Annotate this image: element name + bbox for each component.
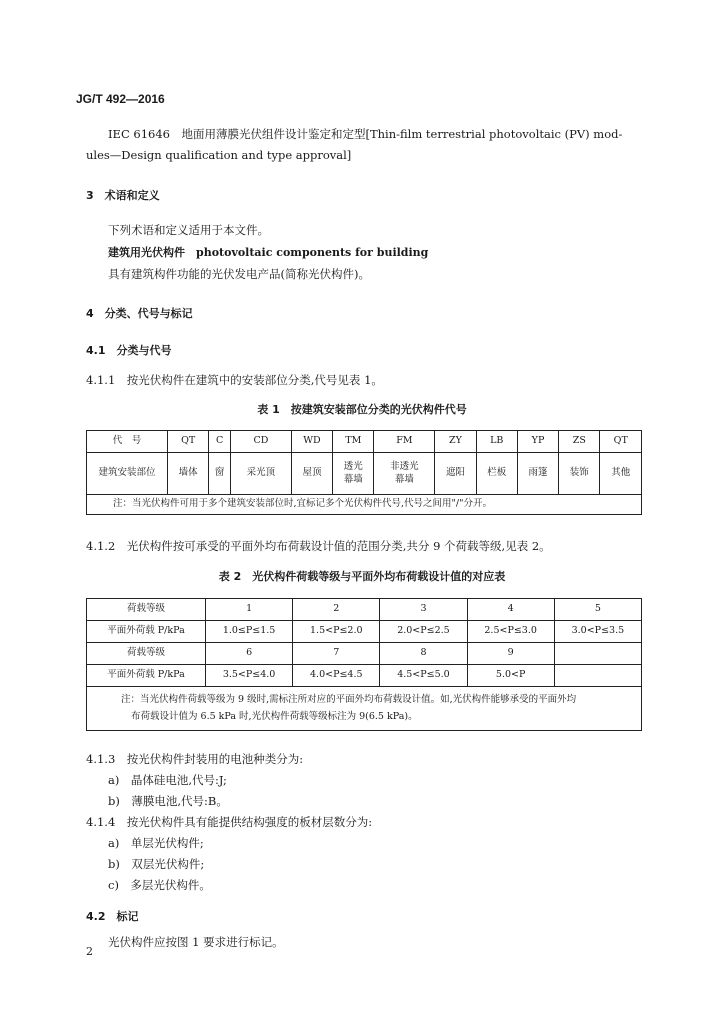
table-1-position-cell xyxy=(291,453,332,495)
table-2-note xyxy=(87,687,642,731)
table-2-load-cell: 5.0<P xyxy=(467,665,554,687)
clause-4-1-3-item-b: b) 薄膜电池,代号:B。 xyxy=(108,794,228,808)
table-2-load-label-2: 平面外荷载 P/kPa xyxy=(87,665,206,687)
term-title: 建筑用光伏构件 photovoltaic components for building xyxy=(108,246,429,259)
table-2-load-cell: 1.0≤P≤1.5 xyxy=(206,621,293,643)
table-1-code-cell: C xyxy=(209,431,231,453)
table-1-position-text: 透光 xyxy=(343,460,363,472)
table-2-empty-cell xyxy=(554,665,641,687)
table-1-note: 注：当光伏构件可用于多个建筑安装部位时,宜标记多个光伏构件代号,代号之间用"/"分开。 xyxy=(87,495,642,515)
table-1-position-text: 采光顶 xyxy=(246,467,276,479)
table-1-position-cell xyxy=(209,453,231,495)
table-1-position-cell xyxy=(333,453,374,495)
table-1-code-row xyxy=(87,431,642,453)
table-2 xyxy=(86,598,642,731)
table-2-grade-label: 荷载等级 xyxy=(87,599,206,621)
table-1-position-head: 建筑安装部位 xyxy=(87,453,168,495)
table-2-grade-cell: 6 xyxy=(206,643,293,665)
table-1-position-text: 雨篷 xyxy=(528,467,548,479)
clause-4-1-3-item-a: a) 晶体硅电池,代号:J; xyxy=(108,773,227,787)
table-1-position-cell xyxy=(230,453,291,495)
section-4-2-heading: 4.2 标记 xyxy=(86,910,139,923)
table-1-code-cell: QT xyxy=(168,431,209,453)
table-2-grade-row-1 xyxy=(87,599,642,621)
table-1-position-text: 非透光 xyxy=(390,460,419,472)
table-1-position-text: 栏板 xyxy=(487,467,507,479)
table-1-position-text: 窗 xyxy=(214,467,225,479)
table-1-position-text: 墙体 xyxy=(178,467,198,479)
clause-4-1-3: 4.1.3 按光伏构件封装用的电池种类分为: xyxy=(86,752,304,766)
clause-4-1-4: 4.1.4 按光伏构件具有能提供结构强度的板材层数分为: xyxy=(86,815,373,829)
table-2-load-cell: 2.5<P≤3.0 xyxy=(467,621,554,643)
table-1-position-cell xyxy=(168,453,209,495)
table-1-code-cell: YP xyxy=(517,431,558,453)
table-2-grade-row-2 xyxy=(87,643,642,665)
table-2-grade-cell: 7 xyxy=(293,643,380,665)
table-1-position-row xyxy=(87,453,642,495)
section-4-2-text: 光伏构件应按图 1 要求进行标记。 xyxy=(108,935,284,949)
table-1-position-text: 幕墙 xyxy=(343,473,363,485)
table-1 xyxy=(86,430,642,515)
section-3-heading: 3 术语和定义 xyxy=(86,189,160,202)
reference-line-2: ules—Design qualification and type approval] xyxy=(86,148,352,162)
table-1-position-text: 其他 xyxy=(611,467,631,479)
clause-4-1-2: 4.1.2 光伏构件按可承受的平面外均布荷载设计值的范围分类,共分 9 个荷载等级,见表 2。 xyxy=(86,539,551,553)
table-2-grade-cell: 5 xyxy=(554,599,641,621)
clause-4-1-1: 4.1.1 按光伏构件在建筑中的安装部位分类,代号见表 1。 xyxy=(86,373,383,387)
table-1-code-cell: TM xyxy=(333,431,374,453)
table-1-code-cell: CD xyxy=(230,431,291,453)
reference-line-1: IEC 61646 地面用薄膜光伏组件设计鉴定和定型[Thin-film terrestrial photovoltaic (PV) mod- xyxy=(108,127,623,141)
table-2-load-cell: 4.5<P≤5.0 xyxy=(380,665,467,687)
standard-code: JG/T 492—2016 xyxy=(76,92,165,106)
table-2-load-row-1 xyxy=(87,621,642,643)
table-1-position-cell xyxy=(600,453,642,495)
table-1-position-cell xyxy=(517,453,558,495)
table-1-code-cell: QT xyxy=(600,431,642,453)
table-1-position-text: 幕墙 xyxy=(394,473,414,485)
table-2-load-cell: 3.5<P≤4.0 xyxy=(206,665,293,687)
table-1-position-cell xyxy=(476,453,517,495)
section-4-1-heading: 4.1 分类与代号 xyxy=(86,344,172,357)
table-2-grade-label-2: 荷载等级 xyxy=(87,643,206,665)
page-number: 2 xyxy=(86,945,93,958)
table-2-grade-cell: 2 xyxy=(293,599,380,621)
table-1-position-text: 遮阳 xyxy=(445,467,465,479)
table-2-load-cell: 3.0<P≤3.5 xyxy=(554,621,641,643)
table-2-grade-cell: 9 xyxy=(467,643,554,665)
table-2-grade-cell: 3 xyxy=(380,599,467,621)
table-1-code-head: 代 号 xyxy=(87,431,168,453)
table-2-grade-cell: 4 xyxy=(467,599,554,621)
table-1-code-cell: ZS xyxy=(559,431,600,453)
table-1-position-text: 屋顶 xyxy=(302,467,322,479)
table-1-code-cell: LB xyxy=(476,431,517,453)
table-2-load-cell: 4.0<P≤4.5 xyxy=(293,665,380,687)
table-2-load-row-2 xyxy=(87,665,642,687)
table-2-load-cell: 1.5<P≤2.0 xyxy=(293,621,380,643)
table-1-position-cell xyxy=(374,453,435,495)
table-2-load-label: 平面外荷载 P/kPa xyxy=(87,621,206,643)
table-1-caption: 表 1 按建筑安装部位分类的光伏构件代号 xyxy=(257,403,467,416)
table-1-position-cell xyxy=(435,453,476,495)
table-2-grade-cell: 1 xyxy=(206,599,293,621)
clause-4-1-4-item-c: c) 多层光伏构件。 xyxy=(108,878,211,892)
table-1-code-cell: WD xyxy=(291,431,332,453)
section-3-intro: 下列术语和定义适用于本文件。 xyxy=(108,223,269,237)
clause-4-1-4-item-b: b) 双层光伏构件; xyxy=(108,857,205,871)
table-2-empty-cell xyxy=(554,643,641,665)
table-1-code-cell: ZY xyxy=(435,431,476,453)
table-2-grade-cell: 8 xyxy=(380,643,467,665)
clause-4-1-4-item-a: a) 单层光伏构件; xyxy=(108,836,204,850)
table-2-caption: 表 2 光伏构件荷载等级与平面外均布荷载设计值的对应表 xyxy=(218,570,506,583)
table-2-load-cell: 2.0<P≤2.5 xyxy=(380,621,467,643)
table-2-note-line-1: 注：当光伏构件荷载等级为 9 级时,需标注所对应的平面外均布荷载设计值。如,光伏构件能够承受的平面外均 xyxy=(121,694,577,706)
table-2-note-line-2: 布荷载设计值为 6.5 kPa 时,光伏构件荷载等级标注为 9(6.5 kPa)。 xyxy=(131,710,418,722)
term-definition: 具有建筑构件功能的光伏发电产品(简称光伏构件)。 xyxy=(108,267,370,281)
section-4-heading: 4 分类、代号与标记 xyxy=(86,307,193,320)
table-1-code-cell: FM xyxy=(374,431,435,453)
table-1-position-cell xyxy=(559,453,600,495)
table-1-position-text: 装饰 xyxy=(569,467,589,479)
